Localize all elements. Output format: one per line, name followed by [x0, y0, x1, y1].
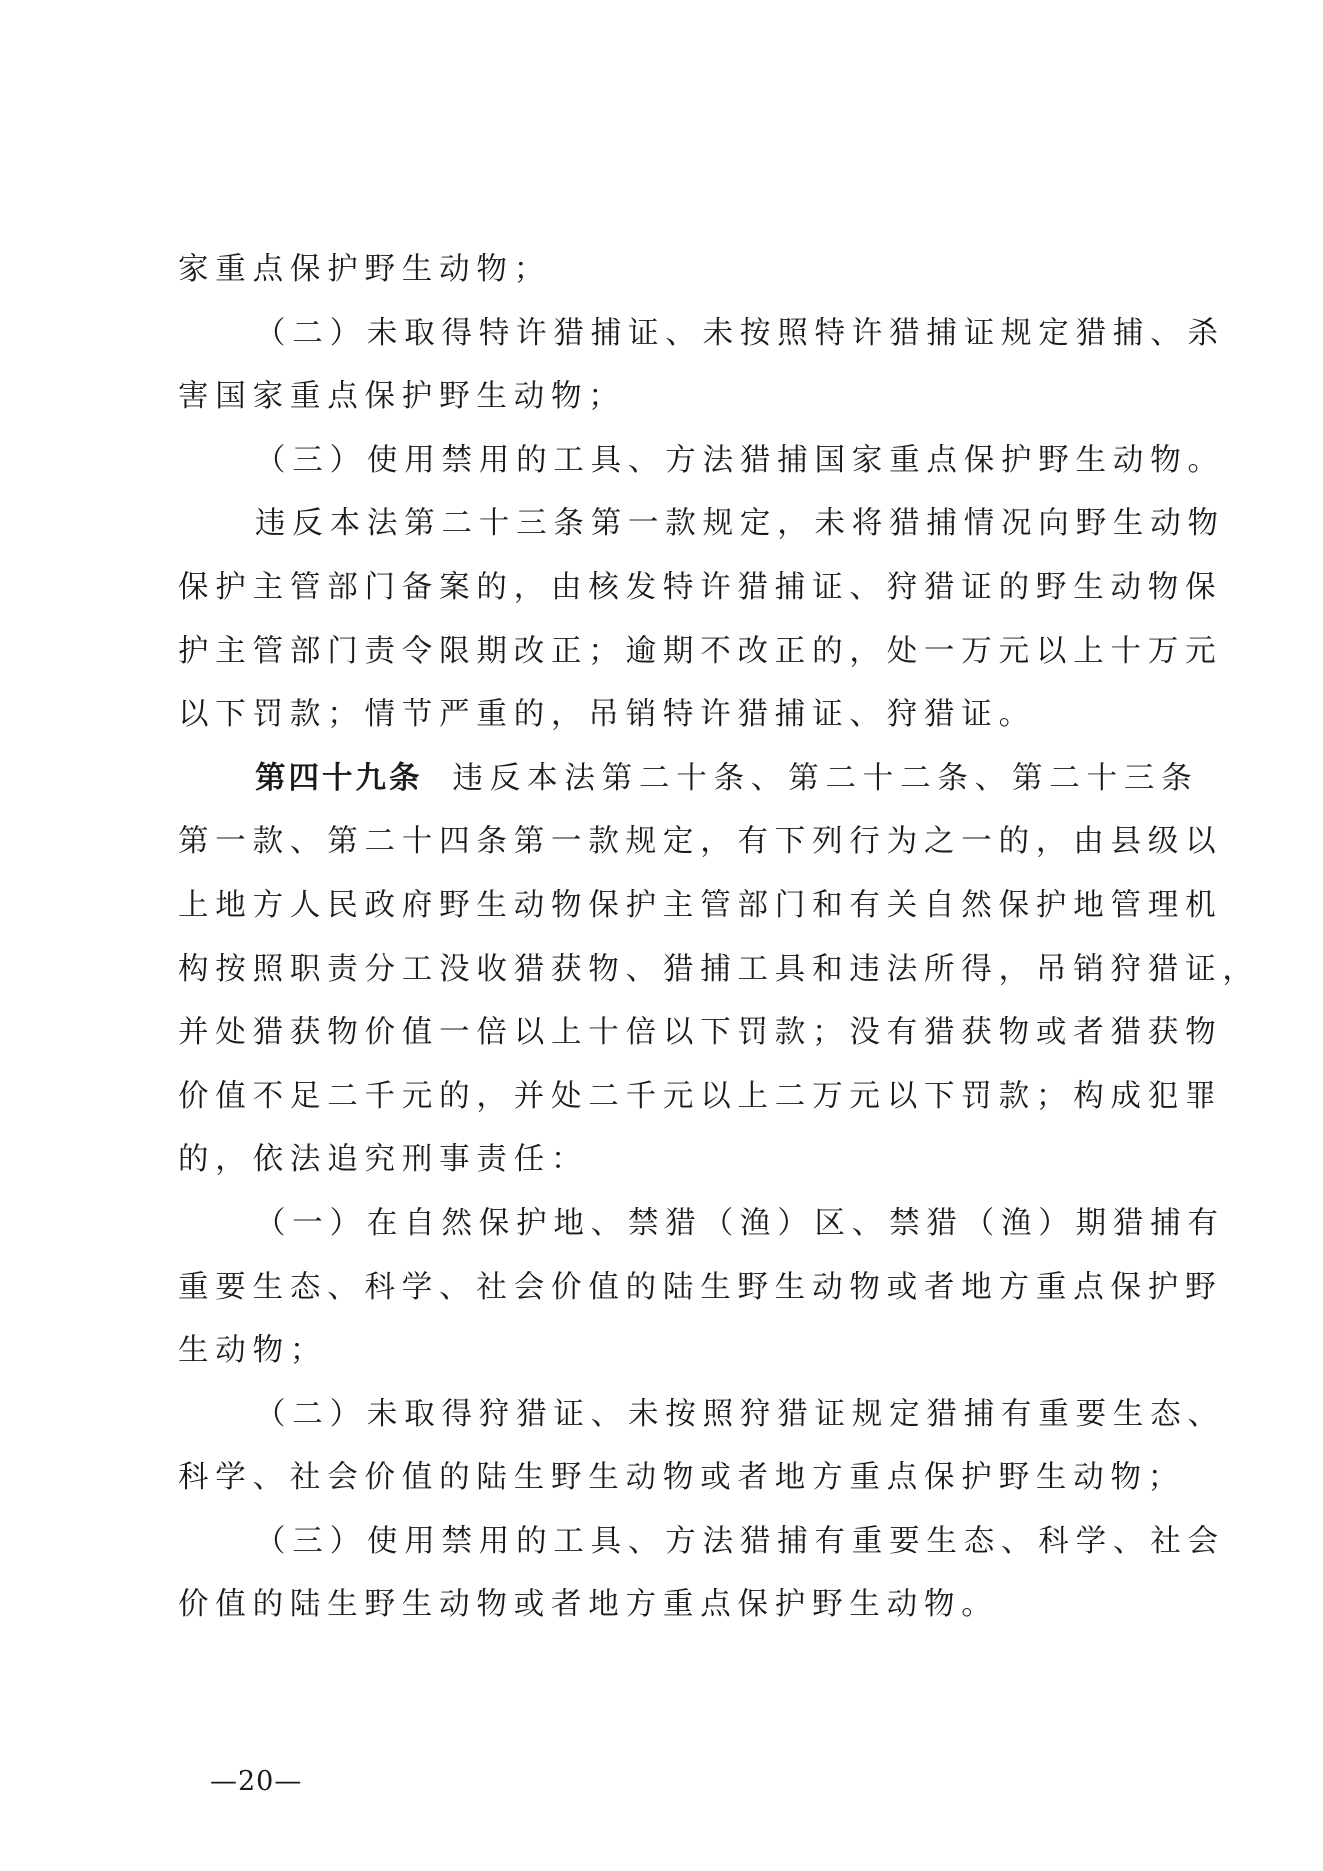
text-line: 生动物；: [178, 1333, 328, 1369]
text-line: （一）在自然保护地、禁猎（渔）区、禁猎（渔）期猎捕有: [255, 1205, 1225, 1241]
text-line: 价值的陆生野生动物或者地方重点保护野生动物。: [178, 1587, 999, 1623]
text-line: 第一款、第二十四条第一款规定，有下列行为之一的，由县级以: [178, 824, 1223, 860]
text-line: （三）使用禁用的工具、方法猎捕有重要生态、科学、社会: [255, 1523, 1225, 1559]
text-line: 保护主管部门备案的，由核发特许猎捕证、狩猎证的野生动物保: [178, 569, 1223, 605]
text-line: 护主管部门责令限期改正；逾期不改正的，处一万元以上十万元: [178, 633, 1223, 669]
article-first-line: [178, 747, 1199, 811]
document-body: [178, 238, 1260, 1637]
page-number: —20—: [210, 1766, 303, 1797]
article-first-line-text: 违反本法第二十条、第二十二条、第二十三条: [452, 760, 1199, 796]
text-line: 科学、社会价值的陆生野生动物或者地方重点保护野生动物；: [178, 1460, 1186, 1496]
text-line: 构按照职责分工没收猎获物、猎捕工具和违法所得，吊销狩猎证，: [178, 951, 1260, 987]
text-line: 违反本法第二十三条第一款规定，未将猎捕情况向野生动物: [255, 506, 1225, 542]
text-line: （三）使用禁用的工具、方法猎捕国家重点保护野生动物。: [255, 442, 1225, 478]
text-line: 害国家重点保护野生动物；: [178, 379, 626, 415]
article-heading: 第四十九条: [255, 760, 423, 796]
text-line: （二）未取得狩猎证、未按照狩猎证规定猎捕有重要生态、: [255, 1396, 1225, 1432]
text-line: 价值不足二千元的，并处二千元以上二万元以下罚款；构成犯罪: [178, 1078, 1223, 1114]
text-line: 以下罚款；情节严重的，吊销特许猎捕证、狩猎证。: [178, 697, 1036, 733]
text-line: 的，依法追究刑事责任：: [178, 1142, 589, 1178]
text-line: 家重点保护野生动物；: [178, 252, 551, 287]
text-line: 重要生态、科学、社会价值的陆生野生动物或者地方重点保护野: [178, 1269, 1223, 1305]
text-line: 上地方人民政府野生动物保护主管部门和有关自然保护地管理机: [178, 887, 1223, 923]
text-line: 并处猎获物价值一倍以上十倍以下罚款；没有猎获物或者猎获物: [178, 1015, 1223, 1051]
text-line: （二）未取得特许猎捕证、未按照特许猎捕证规定猎捕、杀: [255, 315, 1225, 351]
